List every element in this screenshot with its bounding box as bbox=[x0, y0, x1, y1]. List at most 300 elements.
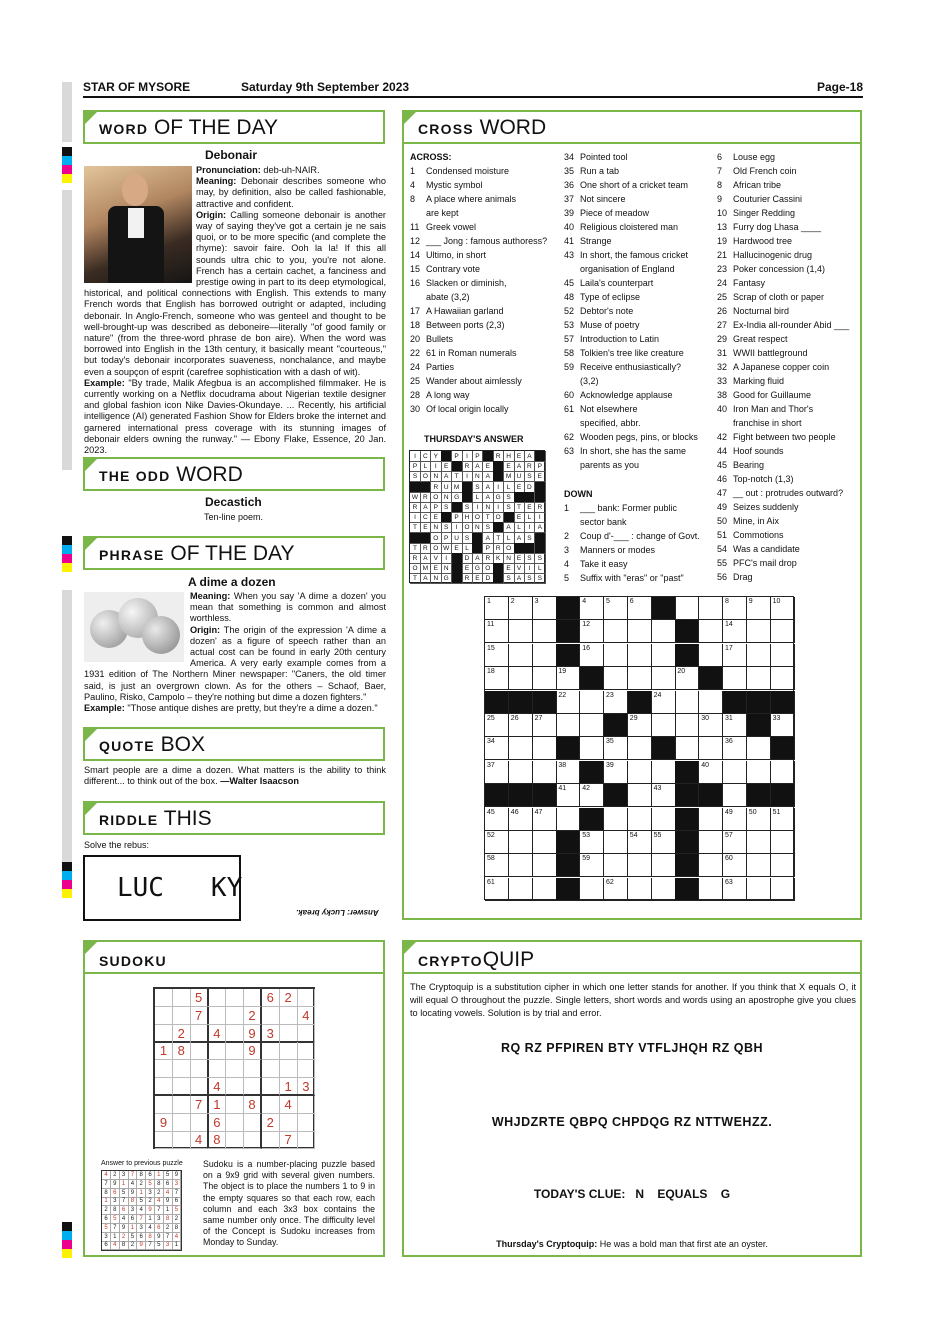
crossword-cell[interactable]: 1 bbox=[485, 597, 509, 620]
crossword-cell[interactable] bbox=[747, 854, 771, 877]
crossword-cell[interactable] bbox=[509, 737, 533, 760]
crossword-cell[interactable]: 14 bbox=[723, 620, 747, 643]
crossword-cell[interactable]: 9 bbox=[747, 597, 771, 620]
sudoku-cell[interactable]: 2 bbox=[280, 989, 298, 1007]
clue: 23 Poker concession (1,4) bbox=[717, 264, 826, 274]
crossword-cell[interactable]: 47 bbox=[533, 808, 557, 831]
sudoku-cell[interactable] bbox=[262, 1042, 280, 1060]
answer-cell: R bbox=[462, 573, 473, 584]
sudoku-cell[interactable] bbox=[155, 1025, 173, 1043]
crossword-cell[interactable]: 31 bbox=[723, 714, 747, 737]
crossword-cell[interactable] bbox=[628, 761, 652, 784]
crossword-cell[interactable]: 57 bbox=[723, 831, 747, 854]
sudoku-cell[interactable] bbox=[191, 1078, 209, 1096]
crossword-cell bbox=[675, 761, 699, 784]
crossword-cell[interactable] bbox=[652, 808, 676, 831]
sudoku-cell[interactable] bbox=[191, 1060, 209, 1078]
crossword-cell[interactable] bbox=[533, 737, 557, 760]
crossword-cell[interactable] bbox=[509, 831, 533, 854]
sudoku-cell[interactable] bbox=[173, 1078, 191, 1096]
sudoku-cell[interactable] bbox=[173, 1007, 191, 1025]
sudoku-cell[interactable]: 5 bbox=[191, 989, 209, 1007]
crossword-cell[interactable]: 23 bbox=[604, 691, 628, 714]
sudoku-cell[interactable] bbox=[226, 1042, 244, 1060]
page-number: Page-18 bbox=[816, 80, 863, 94]
clue: 11 Greek vowel bbox=[410, 222, 477, 232]
answer-cell: T bbox=[410, 573, 421, 584]
crossword-cell[interactable] bbox=[533, 761, 557, 784]
prev-sudoku-cell: 1 bbox=[164, 1206, 173, 1215]
answer-cell: I bbox=[462, 471, 473, 482]
crossword-cell[interactable]: 37 bbox=[485, 761, 509, 784]
crossword-cell[interactable]: 16 bbox=[580, 644, 604, 667]
sudoku-cell[interactable] bbox=[244, 1060, 262, 1078]
crossword-cell[interactable] bbox=[628, 620, 652, 643]
crossword-cell[interactable] bbox=[652, 644, 676, 667]
crossword-cell[interactable]: 41 bbox=[556, 784, 580, 807]
crossword-cell[interactable] bbox=[652, 854, 676, 877]
crossword-cell[interactable] bbox=[533, 831, 557, 854]
crossword-cell[interactable]: 12 bbox=[580, 620, 604, 643]
crossword-cell[interactable]: 54 bbox=[628, 831, 652, 854]
crossword-cell[interactable] bbox=[628, 878, 652, 901]
sudoku-cell[interactable] bbox=[226, 1007, 244, 1025]
clue: 21 Hallucinogenic drug bbox=[717, 250, 813, 260]
clue: 2 Coup d'-___ : change of Govt. bbox=[564, 531, 700, 541]
crossword-cell[interactable] bbox=[628, 854, 652, 877]
sudoku-cell[interactable] bbox=[191, 1042, 209, 1060]
crossword-cell bbox=[556, 737, 580, 760]
crossword-cell[interactable]: 62 bbox=[604, 878, 628, 901]
crossword-cell[interactable] bbox=[699, 620, 723, 643]
sudoku-cell[interactable] bbox=[155, 1078, 173, 1096]
answer-cell: P bbox=[441, 533, 452, 544]
crossword-cell[interactable] bbox=[533, 667, 557, 690]
crossword-cell[interactable]: 20 bbox=[675, 667, 699, 690]
crossword-cell[interactable] bbox=[652, 620, 676, 643]
crossword-cell[interactable] bbox=[771, 831, 795, 854]
answer-cell: R bbox=[420, 543, 431, 554]
sudoku-cell[interactable] bbox=[262, 1007, 280, 1025]
crossword-cell[interactable] bbox=[509, 761, 533, 784]
answer-cell: O bbox=[410, 563, 421, 574]
crossword-cell[interactable]: 2 bbox=[509, 597, 533, 620]
answer-cell: I bbox=[524, 563, 535, 574]
sudoku-cell[interactable] bbox=[208, 1042, 226, 1060]
crossword-cell[interactable] bbox=[771, 667, 795, 690]
prev-sudoku-cell: 2 bbox=[164, 1224, 173, 1233]
crossword-cell[interactable] bbox=[604, 644, 628, 667]
crossword-cell[interactable] bbox=[723, 784, 747, 807]
answer-cell: U bbox=[452, 533, 463, 544]
crossword-cell[interactable] bbox=[509, 644, 533, 667]
answer-cell: O bbox=[493, 512, 504, 523]
crossword-cell[interactable] bbox=[509, 854, 533, 877]
crossword-cell[interactable] bbox=[699, 597, 723, 620]
crossword-cell[interactable] bbox=[533, 854, 557, 877]
crossword-cell bbox=[556, 878, 580, 901]
sudoku-cell[interactable]: 2 bbox=[244, 1007, 262, 1025]
crossword-cell[interactable]: 55 bbox=[652, 831, 676, 854]
crossword-cell[interactable]: 61 bbox=[485, 878, 509, 901]
sudoku-cell[interactable]: 7 bbox=[280, 1131, 298, 1149]
crossword-cell[interactable] bbox=[604, 808, 628, 831]
prev-sudoku-cell: 7 bbox=[172, 1189, 181, 1198]
crossword-cell[interactable] bbox=[556, 808, 580, 831]
prev-sudoku-cell: 2 bbox=[128, 1241, 137, 1250]
answer-cell: O bbox=[431, 533, 442, 544]
crossword-cell[interactable]: 27 bbox=[533, 714, 557, 737]
crossword-cell[interactable] bbox=[604, 620, 628, 643]
crossword-cell[interactable] bbox=[675, 714, 699, 737]
cipher-line-1: RQ RZ PFPIREN BTY VTFLJHQH RZ QBH bbox=[500, 1041, 764, 1055]
crossword-cell[interactable] bbox=[533, 620, 557, 643]
sudoku-cell[interactable]: 1 bbox=[208, 1096, 226, 1114]
crossword-cell[interactable]: 11 bbox=[485, 620, 509, 643]
crossword-cell[interactable]: 35 bbox=[604, 737, 628, 760]
answer-cell: E bbox=[514, 512, 525, 523]
sudoku-cell[interactable]: 1 bbox=[280, 1078, 298, 1096]
crossword-cell[interactable] bbox=[723, 761, 747, 784]
sudoku-cell[interactable] bbox=[226, 1114, 244, 1132]
answer-cell: P bbox=[483, 543, 494, 554]
crossword-cell[interactable]: 45 bbox=[485, 808, 509, 831]
clue: 37 Not sincere bbox=[564, 194, 626, 204]
sudoku-cell[interactable] bbox=[280, 1025, 298, 1043]
crossword-cell[interactable] bbox=[628, 808, 652, 831]
crossword-cell[interactable] bbox=[699, 878, 723, 901]
sudoku-cell[interactable] bbox=[280, 1007, 298, 1025]
crossword-cell[interactable] bbox=[747, 667, 771, 690]
clue: 18 Between ports (2,3) bbox=[410, 320, 505, 330]
sudoku-cell[interactable]: 8 bbox=[173, 1042, 191, 1060]
crossword-cell bbox=[580, 808, 604, 831]
sudoku-cell[interactable]: 8 bbox=[244, 1096, 262, 1114]
crossword-cell[interactable] bbox=[699, 854, 723, 877]
clue: 43 In short, the famous cricket bbox=[564, 250, 689, 260]
sudoku-cell[interactable] bbox=[244, 1131, 262, 1149]
clue: 25 Scrap of cloth or paper bbox=[717, 292, 825, 302]
sudoku-cell[interactable] bbox=[226, 1078, 244, 1096]
clue: 24 Parties bbox=[410, 362, 455, 372]
sudoku-cell[interactable]: 4 bbox=[208, 1025, 226, 1043]
across-clues-col1 bbox=[410, 164, 547, 416]
sudoku-cell[interactable] bbox=[173, 1114, 191, 1132]
crossword-cell[interactable] bbox=[652, 878, 676, 901]
crossword-cell[interactable] bbox=[652, 761, 676, 784]
answer-cell: O bbox=[431, 543, 442, 554]
sudoku-cell[interactable]: 4 bbox=[208, 1078, 226, 1096]
crossword-cell[interactable]: 5 bbox=[604, 597, 628, 620]
sudoku-cell[interactable]: 8 bbox=[208, 1131, 226, 1149]
crossword-cell[interactable] bbox=[652, 667, 676, 690]
prev-sudoku-cell: 3 bbox=[172, 1180, 181, 1189]
clue: 41 Strange bbox=[564, 236, 612, 246]
crossword-cell[interactable]: 49 bbox=[723, 808, 747, 831]
crossword-cell[interactable] bbox=[675, 737, 699, 760]
crossword-cell[interactable] bbox=[747, 737, 771, 760]
answer-cell: I bbox=[493, 482, 504, 493]
crossword-cell[interactable]: 46 bbox=[509, 808, 533, 831]
sudoku-cell[interactable] bbox=[297, 1131, 315, 1149]
clue: 59 Receive enthusiastically? bbox=[564, 362, 682, 372]
crossword-cell[interactable]: 51 bbox=[771, 808, 795, 831]
crossword-cell[interactable]: 52 bbox=[485, 831, 509, 854]
prev-sudoku-cell: 4 bbox=[111, 1241, 120, 1250]
crossword-cell[interactable] bbox=[580, 691, 604, 714]
crossword-cell[interactable]: 22 bbox=[556, 691, 580, 714]
sudoku-cell[interactable]: 4 bbox=[297, 1007, 315, 1025]
crossword-cell[interactable] bbox=[604, 667, 628, 690]
crossword-cell[interactable] bbox=[747, 878, 771, 901]
crossword-cell[interactable] bbox=[604, 831, 628, 854]
sudoku-cell[interactable] bbox=[280, 1114, 298, 1132]
prev-sudoku-cell: 8 bbox=[172, 1224, 181, 1233]
sudoku-cell[interactable] bbox=[226, 1060, 244, 1078]
sudoku-cell[interactable] bbox=[262, 1060, 280, 1078]
sudoku-cell[interactable]: 6 bbox=[262, 989, 280, 1007]
crossword-cell[interactable] bbox=[699, 644, 723, 667]
crossword-cell[interactable]: 43 bbox=[652, 784, 676, 807]
sudoku-cell[interactable]: 6 bbox=[208, 1114, 226, 1132]
sudoku-cell[interactable] bbox=[155, 1060, 173, 1078]
crossword-cell[interactable] bbox=[747, 644, 771, 667]
crossword-cell[interactable]: 24 bbox=[652, 691, 676, 714]
crossword-cell[interactable] bbox=[747, 761, 771, 784]
prev-sudoku-cell: 9 bbox=[172, 1171, 181, 1180]
answer-cell: O bbox=[472, 512, 483, 523]
crossword-cell[interactable]: 26 bbox=[509, 714, 533, 737]
sudoku-cell[interactable] bbox=[226, 1096, 244, 1114]
answer-cell: L bbox=[420, 461, 431, 472]
crossword-cell[interactable] bbox=[771, 761, 795, 784]
sudoku-cell[interactable] bbox=[155, 989, 173, 1007]
crossword-cell[interactable]: 60 bbox=[723, 854, 747, 877]
sudoku-cell[interactable] bbox=[280, 1060, 298, 1078]
sudoku-cell[interactable] bbox=[244, 1114, 262, 1132]
crossword-cell[interactable] bbox=[628, 644, 652, 667]
prev-sudoku-cell: 3 bbox=[155, 1215, 164, 1224]
crossword-cell[interactable]: 39 bbox=[604, 761, 628, 784]
clue: 38 Good for Guillaume bbox=[717, 390, 812, 400]
crossword-cell[interactable]: 36 bbox=[723, 737, 747, 760]
crossword-cell: 56 bbox=[675, 831, 699, 854]
prev-sudoku-cell: 3 bbox=[164, 1241, 173, 1250]
sudoku-cell[interactable] bbox=[297, 989, 315, 1007]
crossword-cell[interactable]: 15 bbox=[485, 644, 509, 667]
sudoku-cell[interactable]: 3 bbox=[297, 1078, 315, 1096]
clue: 9 Couturier Cassini bbox=[717, 194, 803, 204]
prev-sudoku-cell: 4 bbox=[155, 1197, 164, 1206]
sudoku-cell[interactable] bbox=[173, 1131, 191, 1149]
sudoku-cell[interactable] bbox=[262, 1096, 280, 1114]
crossword-cell[interactable] bbox=[533, 644, 557, 667]
crossword-cell[interactable] bbox=[771, 878, 795, 901]
crossword-cell[interactable] bbox=[509, 620, 533, 643]
previous-sudoku-label: Answer to previous puzzle bbox=[101, 1160, 183, 1167]
clue: 28 A long way bbox=[410, 390, 470, 400]
crossword-cell[interactable] bbox=[628, 784, 652, 807]
answer-cell: E bbox=[514, 553, 525, 564]
color-bar bbox=[62, 536, 72, 572]
crossword-cell[interactable] bbox=[509, 667, 533, 690]
crossword-cell[interactable]: 38 bbox=[556, 761, 580, 784]
crossword-cell[interactable]: 50 bbox=[747, 808, 771, 831]
sudoku-cell[interactable]: 9 bbox=[244, 1042, 262, 1060]
crossword-cell[interactable]: 59 bbox=[580, 854, 604, 877]
prev-sudoku-cell: 5 bbox=[164, 1171, 173, 1180]
sudoku-cell[interactable] bbox=[226, 1025, 244, 1043]
sudoku-cell[interactable] bbox=[262, 1078, 280, 1096]
clue: 42 Fight between two people bbox=[717, 432, 836, 442]
sudoku-cell[interactable] bbox=[297, 1025, 315, 1043]
prev-sudoku-cell: 6 bbox=[102, 1241, 111, 1250]
crossword-cell[interactable] bbox=[628, 737, 652, 760]
sudoku-cell[interactable] bbox=[297, 1096, 315, 1114]
word-of-day-title-box: WORD OF THE DAY bbox=[83, 110, 385, 144]
crossword-cell[interactable] bbox=[652, 714, 676, 737]
sudoku-cell[interactable]: 2 bbox=[173, 1025, 191, 1043]
answer-cell: G bbox=[493, 492, 504, 503]
sudoku-cell[interactable]: 2 bbox=[262, 1114, 280, 1132]
rebus-box: LUC KY bbox=[83, 855, 241, 921]
crossword-cell[interactable]: 4 bbox=[580, 597, 604, 620]
answer-cell: S bbox=[504, 573, 515, 584]
crossword-cell[interactable]: 33 bbox=[771, 714, 795, 737]
crossword-cell[interactable] bbox=[533, 878, 557, 901]
crossword-cell[interactable]: 10 bbox=[771, 597, 795, 620]
sudoku-cell[interactable] bbox=[208, 989, 226, 1007]
sudoku-cell[interactable]: 1 bbox=[155, 1042, 173, 1060]
prev-sudoku-cell: 8 bbox=[128, 1197, 137, 1206]
crossword-cell[interactable] bbox=[580, 878, 604, 901]
answer-cell: T bbox=[452, 471, 463, 482]
crossword-cell[interactable] bbox=[509, 878, 533, 901]
crossword-cell bbox=[556, 854, 580, 877]
prev-sudoku-cell: 6 bbox=[102, 1215, 111, 1224]
crossword-cell[interactable] bbox=[723, 667, 747, 690]
crossword-cell[interactable] bbox=[580, 714, 604, 737]
crossword-cell[interactable]: 17 bbox=[723, 644, 747, 667]
sudoku-cell[interactable] bbox=[173, 1096, 191, 1114]
crossword-cell[interactable] bbox=[771, 854, 795, 877]
crossword-cell[interactable] bbox=[675, 597, 699, 620]
crossword-cell bbox=[485, 691, 509, 714]
crossword-cell[interactable]: 40 bbox=[699, 761, 723, 784]
sudoku-cell[interactable]: 4 bbox=[280, 1096, 298, 1114]
sudoku-cell[interactable] bbox=[173, 1060, 191, 1078]
crossword-cell[interactable] bbox=[699, 831, 723, 854]
sudoku-cell[interactable] bbox=[226, 1131, 244, 1149]
sudoku-cell[interactable] bbox=[297, 1042, 315, 1060]
crossword-cell[interactable]: 18 bbox=[485, 667, 509, 690]
clue: 25 Wander about aimlessly bbox=[410, 376, 522, 386]
crossword-cell[interactable]: 42 bbox=[580, 784, 604, 807]
crossword-cell[interactable] bbox=[747, 831, 771, 854]
sudoku-cell[interactable] bbox=[280, 1042, 298, 1060]
crossword-cell[interactable]: 3 bbox=[533, 597, 557, 620]
prev-sudoku-cell: 7 bbox=[128, 1171, 137, 1180]
sudoku-cell[interactable] bbox=[173, 989, 191, 1007]
issue-date: Saturday 9th September 2023 bbox=[241, 80, 410, 94]
crossword-cell bbox=[533, 784, 557, 807]
sudoku-cell[interactable]: 7 bbox=[191, 1007, 209, 1025]
prev-sudoku-cell: 5 bbox=[146, 1180, 155, 1189]
crossword-cell bbox=[675, 878, 699, 901]
sudoku-cell[interactable]: 7 bbox=[191, 1096, 209, 1114]
crossword-cell[interactable] bbox=[747, 620, 771, 643]
sudoku-cell[interactable]: 4 bbox=[191, 1131, 209, 1149]
crossword-cell[interactable]: 25 bbox=[485, 714, 509, 737]
crossword-cell[interactable] bbox=[771, 644, 795, 667]
crossword-cell[interactable]: 29 bbox=[628, 714, 652, 737]
sudoku-cell[interactable] bbox=[244, 1078, 262, 1096]
sudoku-description: Sudoku is a number-placing puzzle based on a 9x9 grid with several given numbers. The object is to place the numbers 1 to 9 in the empty squares so that each row, each column and each 3x3 box contains the same number only once. The difficulty level of the Concept is Sudoku increases from Monday to Sunday. bbox=[203, 1159, 375, 1248]
crossword-cell[interactable]: 34 bbox=[485, 737, 509, 760]
sudoku-grid[interactable] bbox=[153, 987, 315, 1149]
sudoku-cell[interactable]: 9 bbox=[155, 1114, 173, 1132]
sudoku-cell[interactable]: 3 bbox=[262, 1025, 280, 1043]
prev-sudoku-cell: 6 bbox=[111, 1189, 120, 1198]
sudoku-cell[interactable] bbox=[155, 1096, 173, 1114]
prev-sudoku-cell: 3 bbox=[146, 1189, 155, 1198]
sudoku-panel: SUDOKU bbox=[83, 940, 385, 1257]
crossword-cell[interactable] bbox=[771, 620, 795, 643]
sudoku-cell[interactable] bbox=[297, 1060, 315, 1078]
crossword-cell[interactable]: 19 bbox=[556, 667, 580, 690]
crossword-cell[interactable]: 6 bbox=[628, 597, 652, 620]
crossword-grid[interactable] bbox=[484, 596, 794, 900]
crossword-cell bbox=[675, 644, 699, 667]
clue: 50 Mine, in Aix bbox=[717, 516, 780, 526]
crossword-cell[interactable] bbox=[675, 691, 699, 714]
crossword-cell[interactable]: 63 bbox=[723, 878, 747, 901]
sudoku-cell[interactable] bbox=[155, 1007, 173, 1025]
sudoku-cell[interactable] bbox=[208, 1060, 226, 1078]
answer-cell: N bbox=[431, 522, 442, 533]
sudoku-cell[interactable] bbox=[208, 1007, 226, 1025]
crossword-cell[interactable]: 58 bbox=[485, 854, 509, 877]
crossword-cell[interactable]: 53 bbox=[580, 831, 604, 854]
sudoku-cell[interactable]: 9 bbox=[244, 1025, 262, 1043]
sudoku-cell[interactable] bbox=[244, 989, 262, 1007]
crossword-cell[interactable] bbox=[604, 854, 628, 877]
crossword-cell[interactable] bbox=[628, 667, 652, 690]
answer-cell: S bbox=[462, 533, 473, 544]
crossword-cell[interactable] bbox=[699, 737, 723, 760]
crossword-cell[interactable]: 8 bbox=[723, 597, 747, 620]
crossword-cell[interactable] bbox=[556, 714, 580, 737]
clue: 30 Of local origin locally bbox=[410, 404, 509, 414]
phrase-title-box: PHRASE OF THE DAY bbox=[83, 536, 385, 570]
crossword-cell[interactable] bbox=[699, 691, 723, 714]
sudoku-cell[interactable] bbox=[226, 989, 244, 1007]
sudoku-cell[interactable] bbox=[155, 1131, 173, 1149]
sudoku-cell[interactable] bbox=[191, 1114, 209, 1132]
prev-sudoku-cell: 6 bbox=[164, 1180, 173, 1189]
sudoku-cell[interactable] bbox=[262, 1131, 280, 1149]
sudoku-cell[interactable] bbox=[191, 1025, 209, 1043]
crossword-cell[interactable]: 30 bbox=[699, 714, 723, 737]
prev-sudoku-cell: 3 bbox=[111, 1197, 120, 1206]
clue: 19 Hardwood tree bbox=[717, 236, 793, 246]
answer-cell: I bbox=[535, 512, 546, 523]
crossword-cell: 28 bbox=[604, 714, 628, 737]
answer-cell: W bbox=[410, 492, 421, 503]
crossword-cell[interactable] bbox=[699, 808, 723, 831]
crossword-cell[interactable] bbox=[580, 737, 604, 760]
sudoku-cell[interactable] bbox=[297, 1114, 315, 1132]
